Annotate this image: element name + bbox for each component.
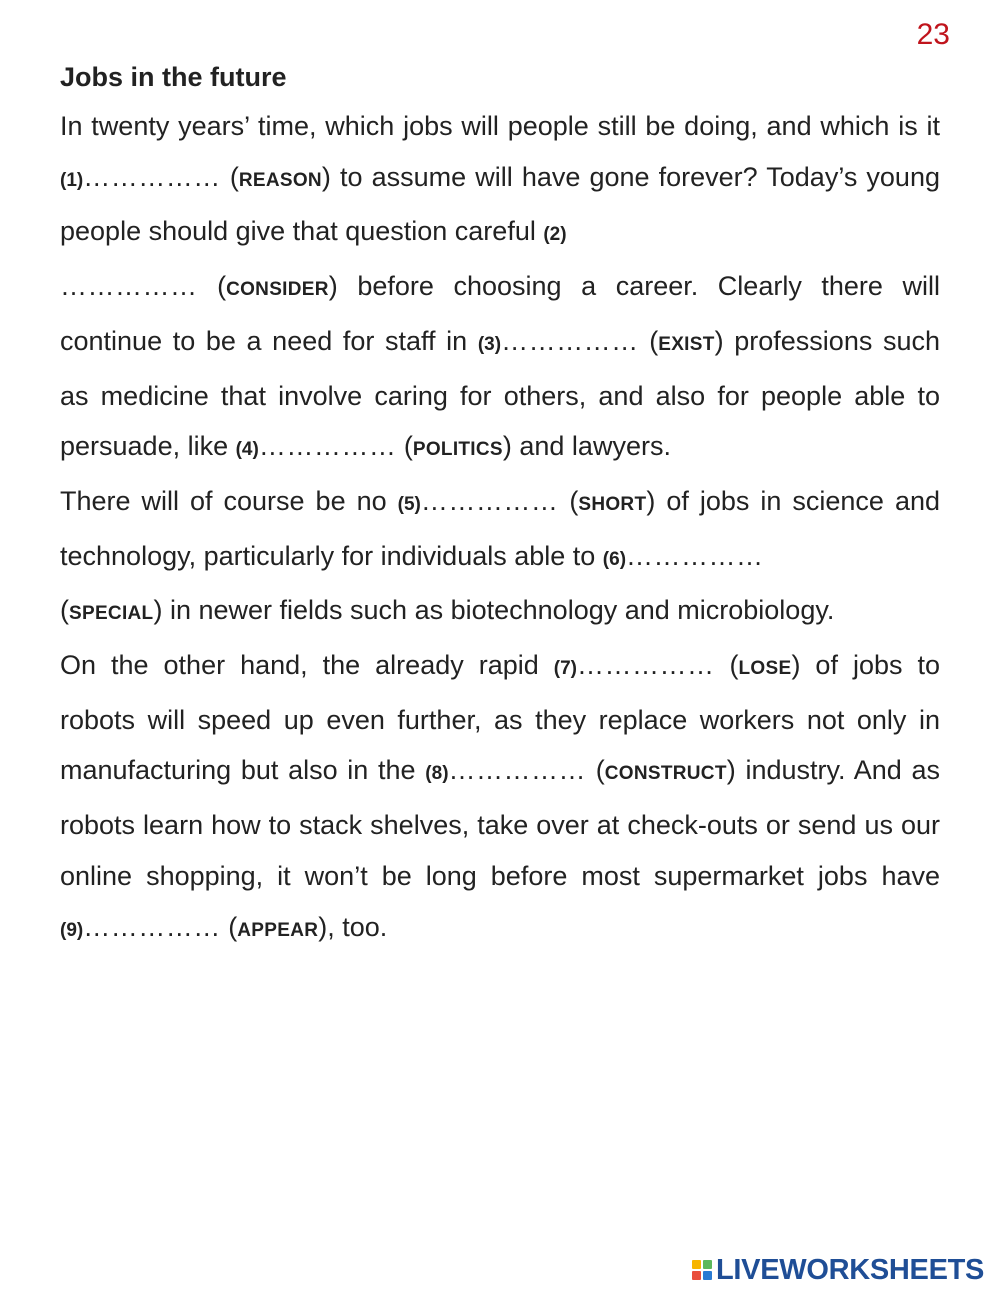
gap-number: (3) [477, 333, 502, 355]
gap-number: (1) [60, 169, 84, 191]
liveworksheets-logo [692, 1252, 984, 1288]
gap-4: (4)…………… (POLITICS) [235, 431, 512, 462]
text-run: in newer fields such as biotechnology and microbiology. [162, 595, 835, 626]
text-run: of jobs in science and technology, particularly for individuals able to [60, 485, 940, 571]
answer-blank[interactable]: …………… [626, 540, 764, 571]
worksheet-content [60, 58, 940, 956]
keyword-hint: SPECIAL [69, 603, 154, 625]
gap-7: (7)…………… (LOSE) [553, 650, 801, 681]
text-run: and lawyers. [511, 431, 671, 462]
gap-number: (9) [60, 919, 84, 941]
answer-blank[interactable]: …………… [577, 650, 715, 681]
worksheet-text [60, 101, 940, 956]
answer-blank[interactable]: …………… [501, 325, 639, 356]
worksheet-title: Jobs in the future [60, 62, 287, 92]
page-number: 23 [916, 18, 950, 51]
gap-number: (8) [425, 763, 449, 785]
text-run: before choosing a career. Clearly there will continue to be a need for staff in [60, 271, 940, 356]
keyword-hint: APPEAR [237, 919, 319, 941]
keyword-hint: CONSIDER [226, 279, 329, 301]
logo-icon-square [703, 1260, 712, 1269]
logo-text: LIVEWORKSHEETS [716, 1253, 985, 1286]
text-run: There will of course be no [60, 485, 398, 516]
answer-blank[interactable]: …………… [83, 161, 221, 192]
gap-5: (5)…………… (SHORT) [397, 485, 656, 516]
text-run: to assume will have gone forever? Today’s young people should give that question careful [60, 161, 940, 247]
gap-9: (9)…………… (APPEAR) [60, 911, 328, 942]
text-run: industry. And as robots learn how to stack shelves, take over at check-outs or send us our online shopping, it won’t be long before most supermarket jobs have [60, 755, 940, 891]
answer-blank[interactable]: …………… [258, 431, 397, 462]
answer-blank[interactable]: …………… [448, 755, 587, 786]
gap-number: (2) [543, 224, 567, 246]
paragraph-1 [60, 101, 940, 476]
gap-number: (4) [235, 439, 259, 461]
gap-1: (1)…………… (REASON) [60, 161, 331, 192]
keyword-hint: REASON [238, 169, 322, 191]
logo-icon-square [692, 1271, 701, 1280]
keyword-hint: LOSE [738, 658, 792, 680]
gap-8: (8)…………… (CONSTRUCT) [425, 755, 736, 786]
gap-number: (5) [397, 493, 421, 515]
text-run: On the other hand, the already rapid [60, 650, 554, 681]
gap-6: (6)…………… (SPECIAL) [60, 540, 764, 626]
text-run: professions such as medicine that involve caring for others, and also for people able to persuade, like [60, 325, 940, 462]
text-run: of jobs to robots will speed up even further, as they replace workers not only in manufacturing but also in the [60, 650, 940, 786]
text-run: , too. [327, 911, 388, 942]
keyword-hint: POLITICS [412, 439, 503, 461]
keyword-hint: SHORT [578, 493, 647, 515]
answer-blank[interactable]: …………… [420, 485, 559, 516]
paragraph-3 [60, 640, 940, 956]
logo-icon-square [692, 1260, 701, 1269]
gap-2: (2) …………… (CONSIDER) [60, 224, 567, 302]
logo-icon-square [703, 1271, 712, 1280]
gap-3: (3)…………… (EXIST) [477, 325, 724, 356]
answer-blank[interactable]: …………… [60, 271, 198, 302]
paragraph-2 [60, 476, 940, 640]
text-run: In twenty years’ time, which jobs will people still be doing, and which is it [60, 111, 940, 141]
gap-number: (7) [553, 658, 577, 680]
liveworksheets-logo-icon [692, 1260, 712, 1280]
gap-number: (6) [602, 548, 627, 570]
keyword-hint: EXIST [658, 333, 715, 355]
answer-blank[interactable]: …………… [83, 911, 221, 942]
keyword-hint: CONSTRUCT [604, 763, 727, 785]
